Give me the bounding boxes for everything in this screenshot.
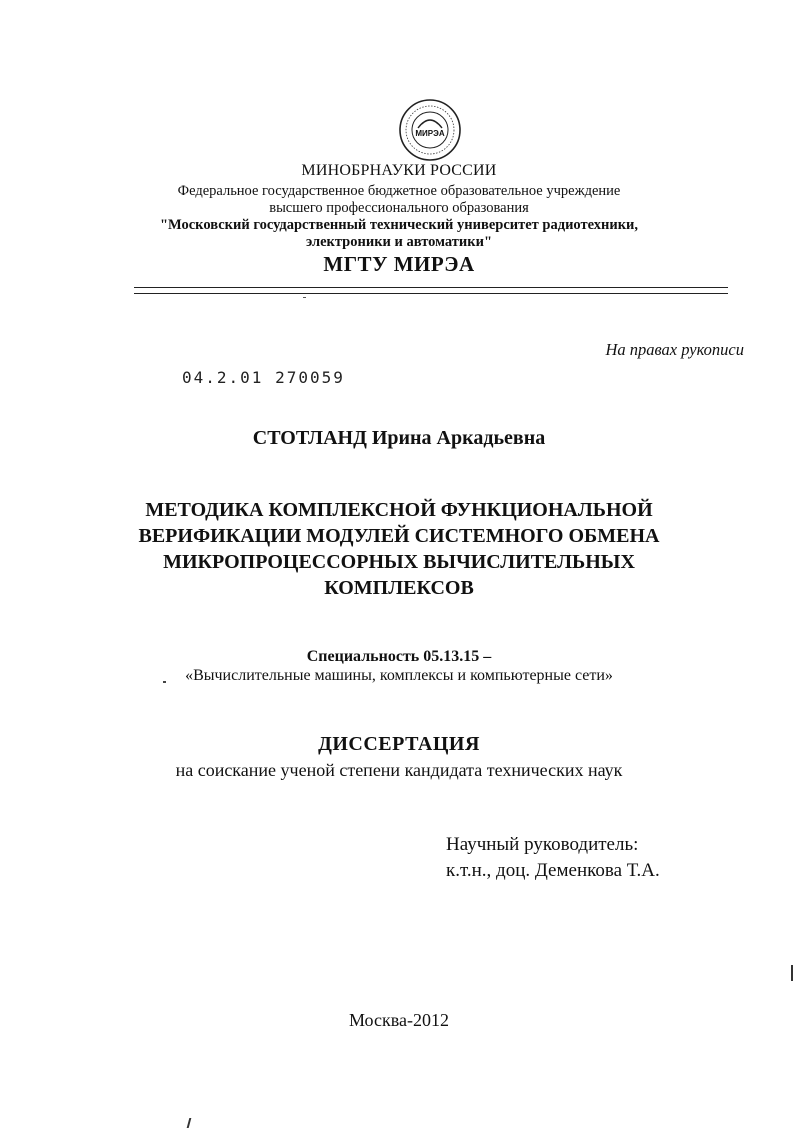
- title-line: МИКРОПРОЦЕССОРНЫХ ВЫЧИСЛИТЕЛЬНЫХ: [163, 551, 635, 573]
- header-divider-top: [134, 287, 728, 288]
- manuscript-note: На правах рукописи: [605, 340, 744, 359]
- supervisor-label: Научный руководитель:: [446, 834, 639, 855]
- scan-mark: [187, 1118, 191, 1128]
- title-line: ВЕРИФИКАЦИИ МОДУЛЕЙ СИСТЕМНОГО ОБМЕНА: [138, 525, 660, 547]
- scan-mark: [303, 297, 306, 298]
- ministry-name: МИНОБРНАУКИ РОССИИ: [301, 162, 497, 179]
- specialty-name: «Вычислительные машины, комплексы и компьютерные сети»: [185, 667, 613, 684]
- institution-line-1: Федеральное государственное бюджетное образовательное учреждение: [177, 183, 621, 199]
- degree-text: на соискание ученой степени кандидата технических наук: [175, 760, 623, 780]
- university-name-line-1: "Московский государственный технический университет радиотехники,: [159, 217, 639, 233]
- institution-line-2: высшего профессионального образования: [269, 200, 529, 216]
- university-seal-logo: [398, 98, 462, 162]
- header-divider-bottom: [134, 293, 728, 294]
- specialty-code: Специальность 05.13.15 –: [306, 648, 492, 665]
- supervisor-block: [446, 832, 660, 884]
- registration-code: 04.2.01 270059: [182, 368, 345, 387]
- title-line: КОМПЛЕКСОВ: [324, 577, 474, 599]
- university-name-line-2: электроники и автоматики": [305, 234, 493, 250]
- seal-icon: [398, 98, 462, 162]
- supervisor-name: к.т.н., доц. Деменкова Т.А.: [446, 860, 660, 881]
- document-type: ДИССЕРТАЦИЯ: [318, 733, 480, 755]
- logo-text: МИРЭА: [415, 129, 445, 138]
- city-year: Москва-2012: [349, 1010, 449, 1030]
- author-name: СТОТЛАНД Ирина Аркадьевна: [252, 427, 546, 449]
- scan-mark: [791, 965, 793, 981]
- title-line: МЕТОДИКА КОМПЛЕКСНОЙ ФУНКЦИОНАЛЬНОЙ: [145, 499, 653, 521]
- university-short-name: МГТУ МИРЭА: [323, 252, 475, 276]
- dissertation-title: [0, 497, 798, 601]
